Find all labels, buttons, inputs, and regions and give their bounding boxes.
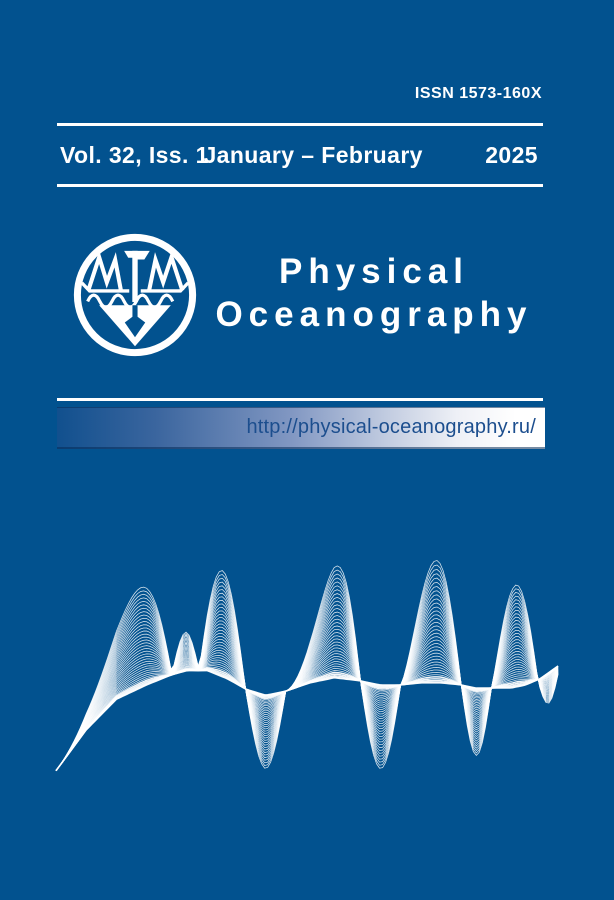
months-label: January – February <box>203 141 423 168</box>
journal-title-line1: Physical <box>278 252 470 291</box>
issn-label: ISSN 1573-160X <box>414 85 542 102</box>
journal-url-link[interactable]: http://physical-oceanography.ru/ <box>246 416 536 438</box>
header-bottom-rule <box>57 184 543 187</box>
url-bar-top-rule <box>57 398 543 401</box>
issue-info-row <box>57 126 543 184</box>
journal-title <box>204 250 544 336</box>
abstract-wave-lines <box>56 540 560 785</box>
mhi-emblem-icon <box>71 231 199 359</box>
volume-issue-label: Vol. 32, Iss. 1 <box>60 141 209 168</box>
year-label: 2025 <box>485 141 538 168</box>
journal-title-line2: Oceanography <box>215 295 533 334</box>
url-gradient-bar <box>57 407 545 449</box>
